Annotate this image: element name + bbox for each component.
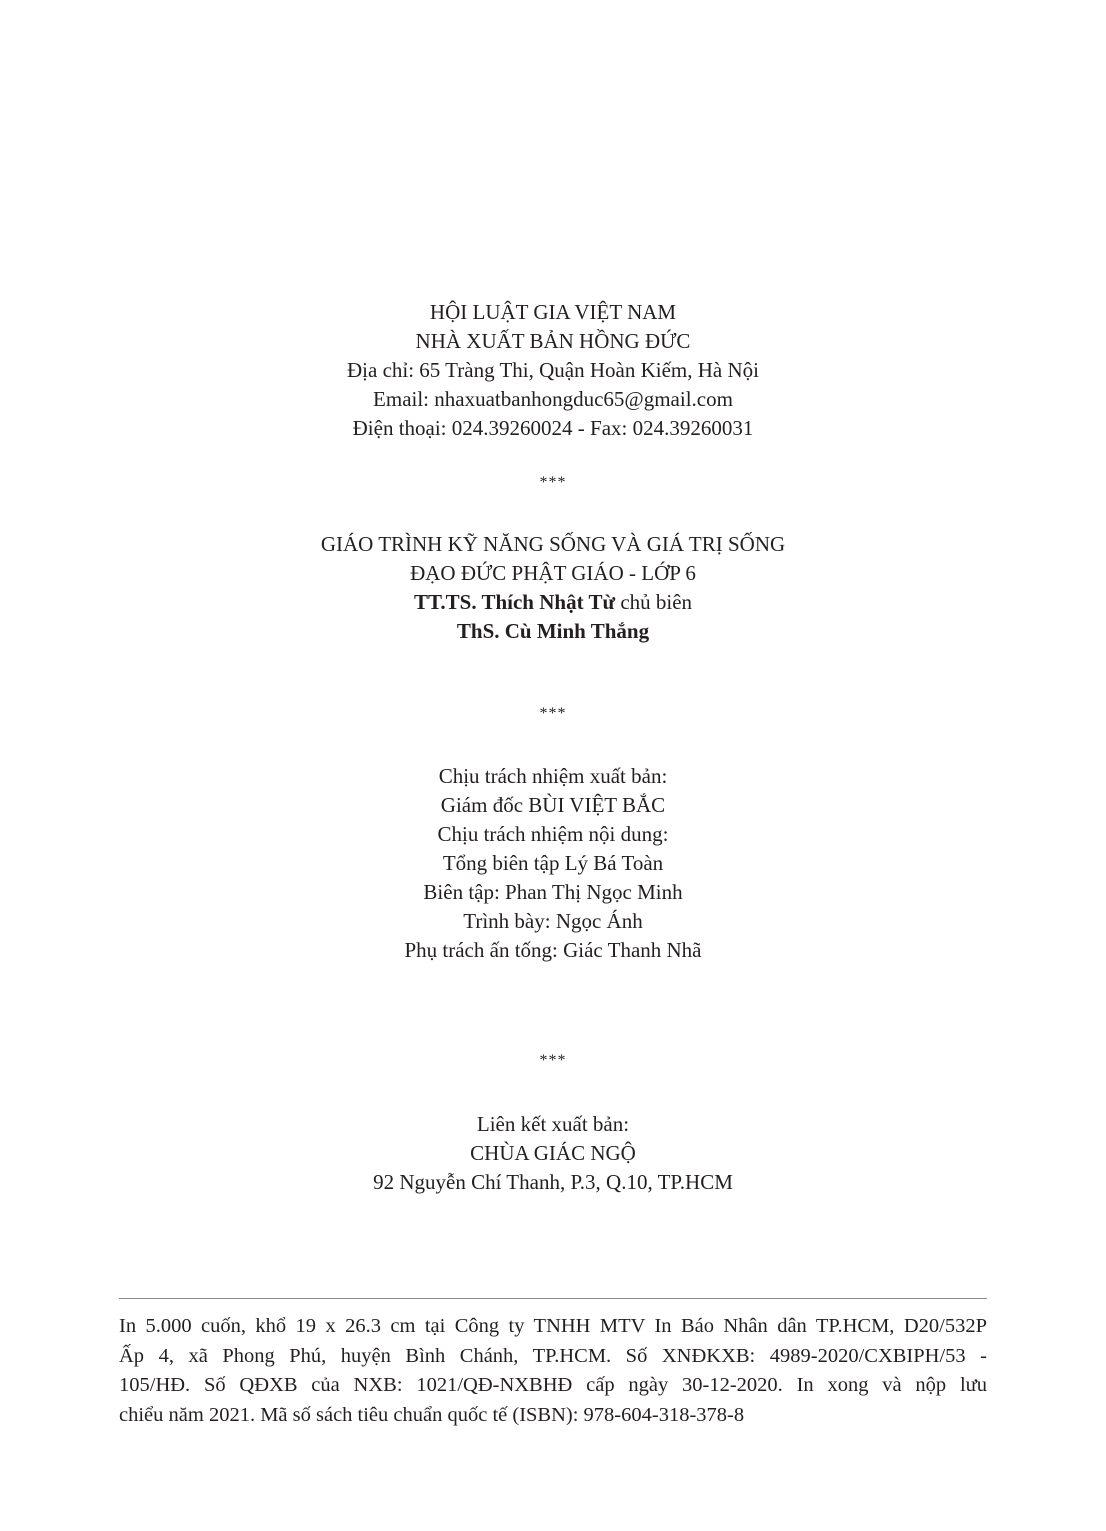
separator-2: *** [539,705,567,722]
publishing-responsibility-person: Giám đốc BÙI VIỆT BẮC [440,793,666,817]
chief-editor-name: TT.TS. Thích Nhật Từ [413,590,616,614]
colophon-line-3: 105/HĐ. Số QĐXB của NXB: 1021/QĐ-NXBHĐ cấp ngày 30-12-2020. In xong và nộp lưu [119,1374,987,1396]
colophon-line-4: chiểu năm 2021. Mã số sách tiêu chuẩn quốc tế (ISBN): 978-604-318-378-8 [119,1403,745,1426]
publisher-email: Email: nhaxuatbanhongduc65@gmail.com [373,387,733,411]
layout-credit: Trình bày: Ngọc Ánh [463,909,643,933]
divider-rule [119,1298,987,1299]
chief-editor-line [0,588,1106,616]
colophon-line-1: In 5.000 cuốn, khổ 19 x 26.3 cm tại Công ty TNHH MTV In Báo Nhân dân TP.HCM, D20/532P [119,1315,987,1337]
chief-editor-role: chủ biên [615,590,693,614]
print-manager-credit: Phụ trách ấn tống: Giác Thanh Nhã [404,938,702,962]
book-title-line1: GIÁO TRÌNH KỸ NĂNG SỐNG VÀ GIÁ TRỊ SỐNG [320,532,786,556]
editor-credit: Biên tập: Phan Thị Ngọc Minh [423,880,683,904]
partner-name: CHÙA GIÁC NGỘ [470,1141,636,1165]
publisher-address: Địa chỉ: 65 Tràng Thi, Quận Hoàn Kiếm, Hà Nội [347,358,759,382]
content-responsibility-label: Chịu trách nhiệm nội dung: [437,822,669,846]
separator-1: *** [539,474,567,491]
separator-3: *** [539,1052,567,1069]
content-responsibility-person: Tổng biên tập Lý Bá Toàn [442,851,664,875]
partner-label: Liên kết xuất bản: [476,1112,630,1136]
publisher-phone: Điện thoại: 024.39260024 - Fax: 024.39260031 [352,416,754,440]
colophon [119,1312,987,1430]
partner-address: 92 Nguyễn Chí Thanh, P.3, Q.10, TP.HCM [373,1170,733,1194]
co-author: ThS. Cù Minh Thắng [456,619,650,643]
publishing-responsibility-label: Chịu trách nhiệm xuất bản: [438,764,668,788]
publisher-name: NHÀ XUẤT BẢN HỒNG ĐỨC [415,329,691,353]
colophon-line-2: Ấp 4, xã Phong Phú, huyện Bình Chánh, TP.HCM. Số XNĐKXB: 4989-2020/CXBIPH/53 - [119,1344,987,1367]
publisher-association: HỘI LUẬT GIA VIỆT NAM [429,300,677,324]
book-title-line2: ĐẠO ĐỨC PHẬT GIÁO - LỚP 6 [410,561,696,585]
